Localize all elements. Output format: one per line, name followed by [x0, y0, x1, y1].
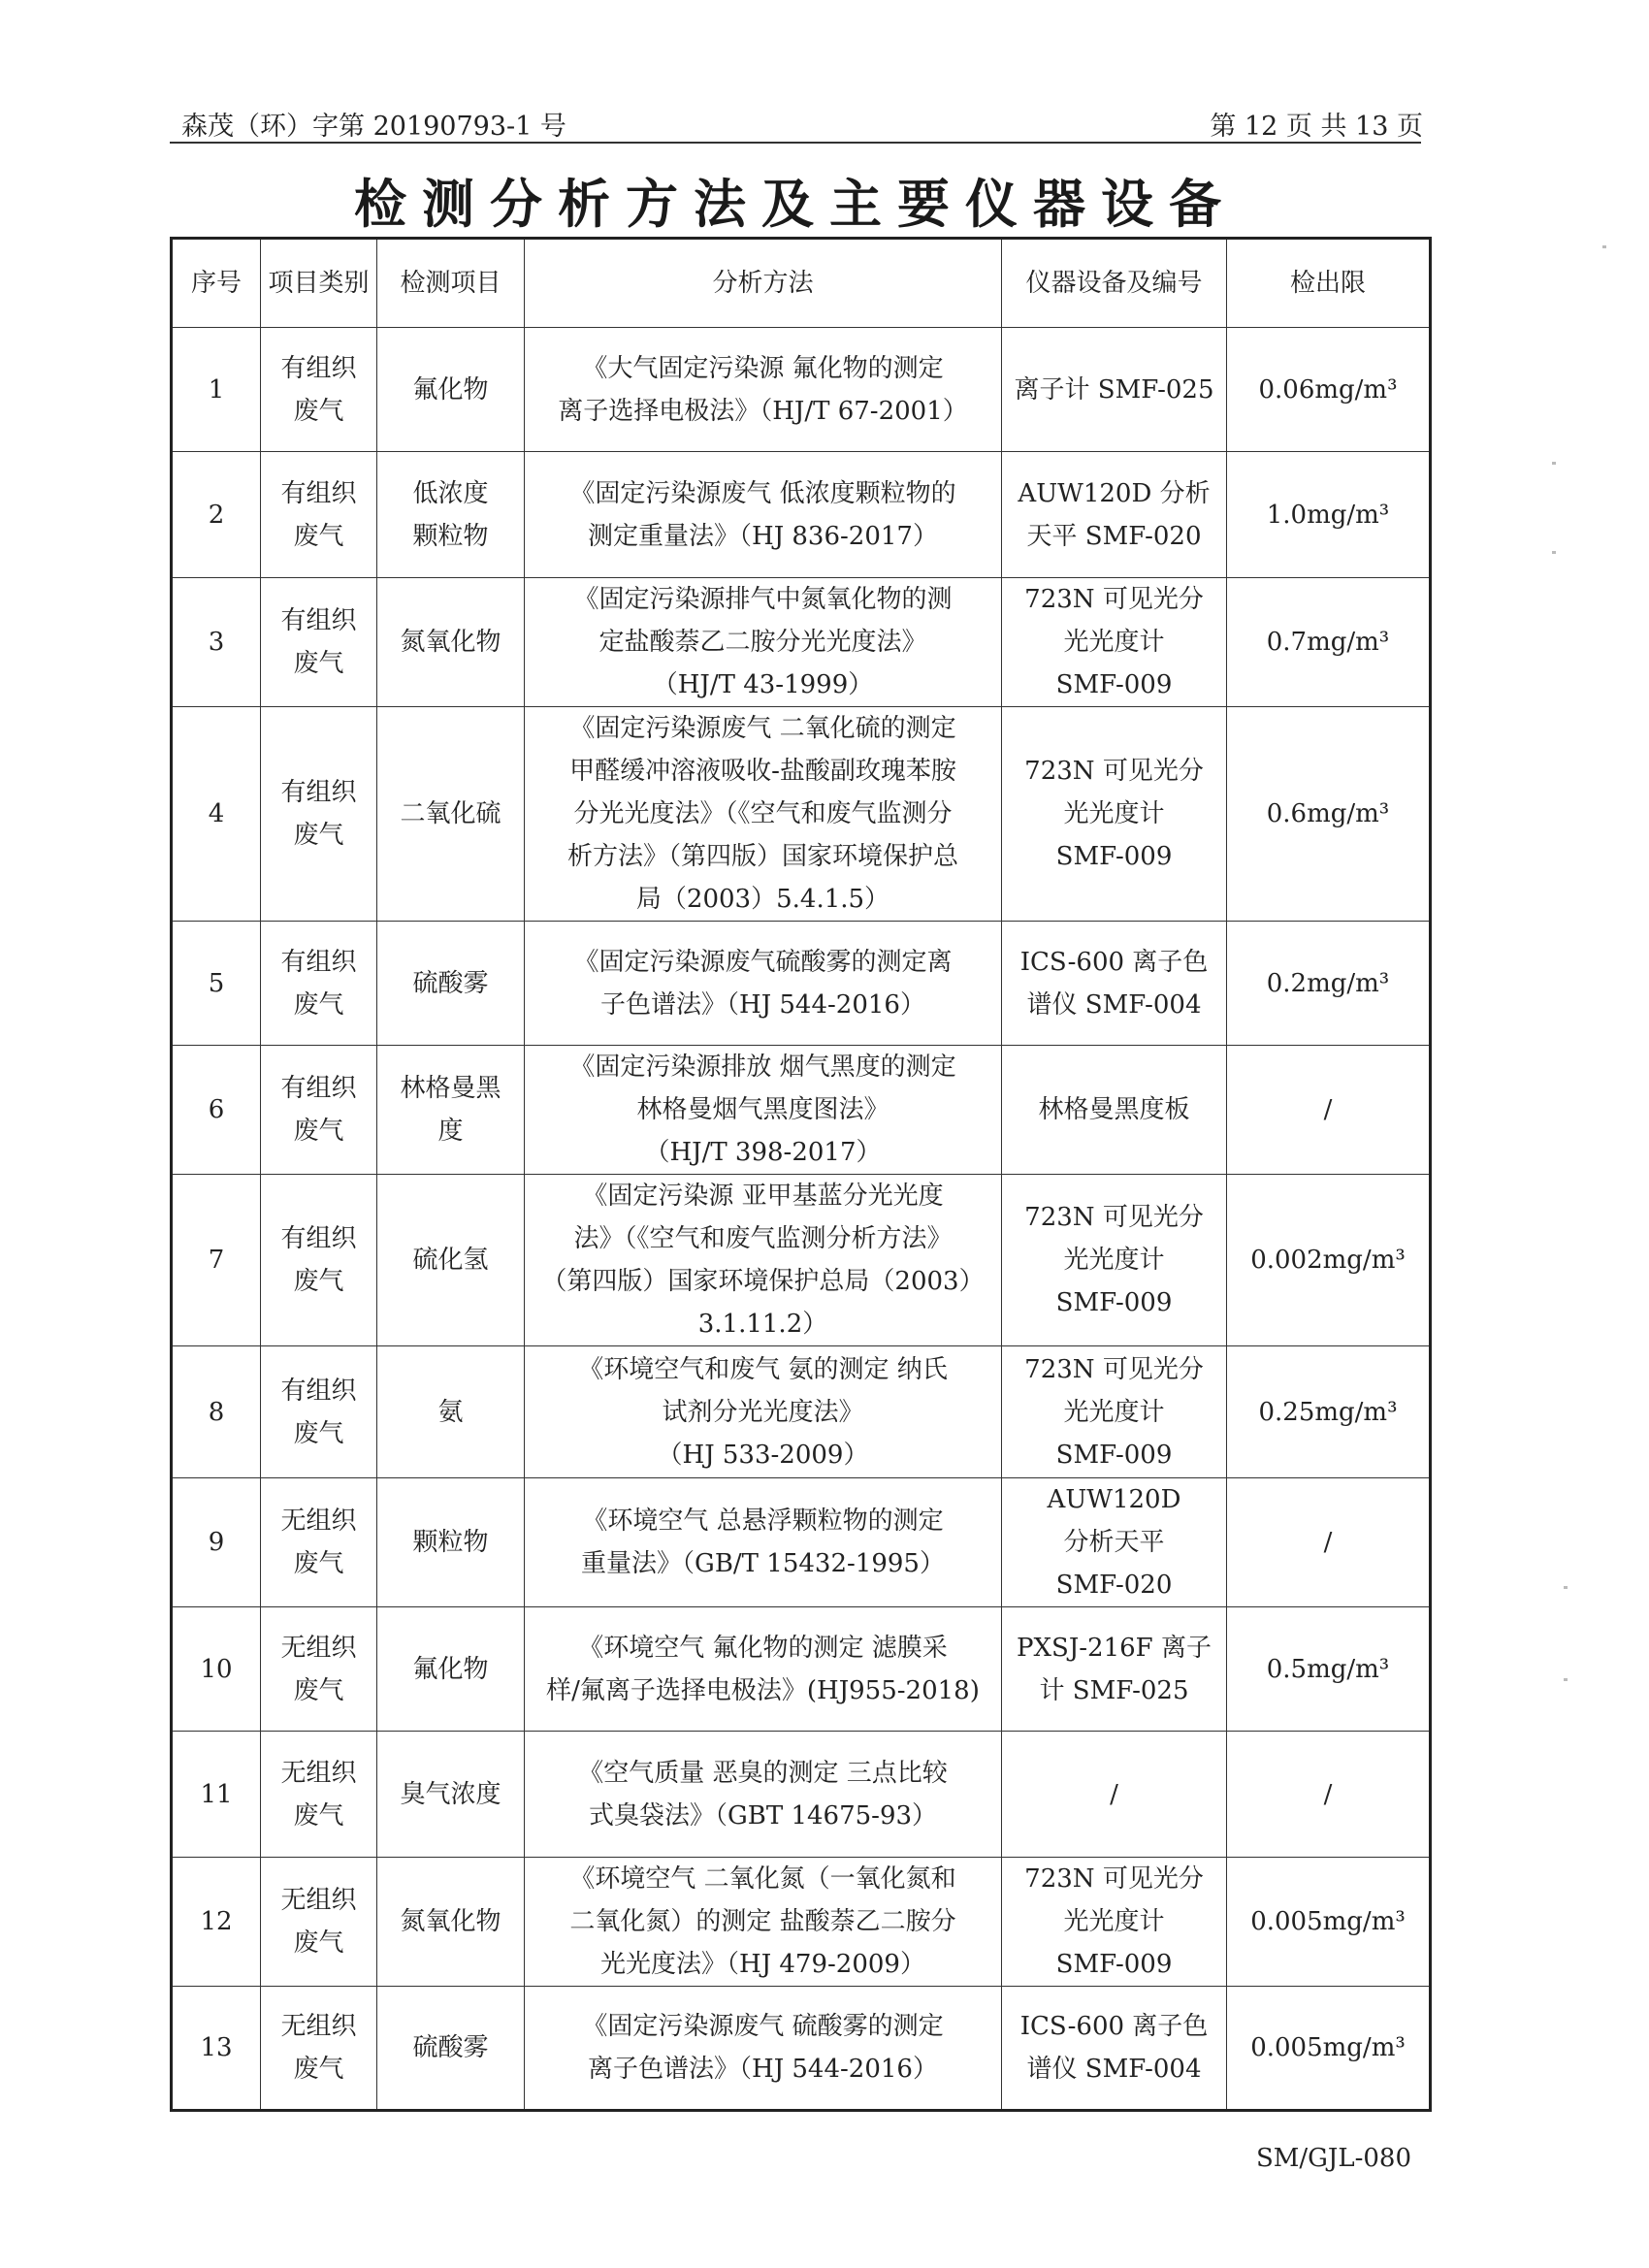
cell-category-line: 有组织 [280, 1074, 357, 1103]
table-row [172, 328, 1431, 452]
cell-instrument [1002, 1607, 1227, 1732]
cell-method-line: 分光光度法》（《空气和废气监测分 [573, 799, 953, 828]
cell-category-line: 有组织 [280, 1376, 357, 1406]
cell-method-line: 《环境空气 总悬浮颗粒物的测定 [582, 1507, 944, 1536]
cell-category-line: 有组织 [280, 353, 357, 383]
cell-category [261, 1607, 377, 1732]
cell-category [261, 1732, 377, 1858]
cell-method-line: 二氧化氮）的测定 盐酸萘乙二胺分 [569, 1907, 956, 1936]
cell-method-line: （第四版）国家环境保护总局（2003） [541, 1267, 985, 1296]
cell-category-line: 废气 [293, 1800, 344, 1831]
cell-limit: / [1227, 1732, 1431, 1858]
cell-method-line: 试剂分光光度法》 [662, 1397, 864, 1427]
cell-no: 5 [172, 922, 261, 1046]
cell-method-line: 局（2003）5.4.1.5） [635, 885, 890, 914]
scan-speck [1552, 462, 1556, 465]
cell-instrument-line: 林格曼黑度板 [1038, 1095, 1190, 1124]
table-row [172, 922, 1431, 1046]
cell-category [261, 1987, 377, 2111]
cell-method-line: 析方法》（第四版）国家环境保护总 [566, 842, 958, 871]
table-row [172, 1346, 1431, 1478]
cell-no: 12 [172, 1858, 261, 1987]
cell-instrument-line: AUW120D [1047, 1485, 1181, 1514]
cell-method-line: 林格曼烟气黑度图法》 [636, 1095, 889, 1124]
cell-instrument-line: 离子计 SMF-025 [1014, 374, 1214, 405]
cell-item-line: 氮氧化物 [400, 1907, 501, 1936]
cell-method [525, 578, 1002, 707]
cell-instrument [1002, 1987, 1227, 2111]
cell-instrument-line: 723N 可见光分 [1024, 1203, 1204, 1232]
cell-instrument [1002, 1732, 1227, 1858]
cell-no: 7 [172, 1175, 261, 1346]
cell-limit: 0.6mg/m³ [1227, 707, 1431, 922]
cell-category-line: 有组织 [280, 778, 357, 807]
table-row [172, 1175, 1431, 1346]
table-row [172, 452, 1431, 578]
cell-method-line: 测定重量法》（HJ 836-2017） [588, 521, 938, 551]
cell-item [377, 1175, 525, 1346]
cell-item [377, 328, 525, 452]
cell-method-line: 《固定污染源排气中氮氧化物的测 [573, 585, 953, 614]
cell-category-line: 废气 [293, 1675, 344, 1705]
cell-item [377, 1987, 525, 2111]
cell-instrument [1002, 707, 1227, 922]
form-code: SM/GJL-080 [1255, 2144, 1411, 2173]
cell-category-line: 废气 [293, 649, 344, 678]
table-row [172, 1732, 1431, 1858]
cell-limit: 1.0mg/m³ [1227, 452, 1431, 578]
cell-item [377, 1607, 525, 1732]
cell-method-line: 《大气固定污染源 氟化物的测定 [582, 353, 944, 383]
cell-no: 3 [172, 578, 261, 707]
cell-instrument [1002, 578, 1227, 707]
cell-item-line: 氨 [437, 1397, 464, 1427]
header-rule [170, 142, 1421, 144]
cell-item-line: 低浓度 [412, 478, 489, 508]
cell-category-line: 废气 [293, 1418, 344, 1448]
cell-instrument-line: 分析天平 [1063, 1528, 1165, 1557]
cell-item [377, 1858, 525, 1987]
table-body [172, 328, 1431, 2111]
col-header-instrument: 仪器设备及编号 [1002, 239, 1227, 328]
cell-item-line: 氟化物 [412, 1654, 489, 1684]
cell-instrument-line: SMF-009 [1055, 1288, 1173, 1317]
cell-item [377, 452, 525, 578]
cell-instrument-line: 723N 可见光分 [1024, 1354, 1204, 1384]
col-header-category: 项目类别 [261, 239, 377, 328]
table-header-row [172, 239, 1431, 328]
cell-category-line: 废气 [293, 396, 344, 426]
cell-no: 1 [172, 328, 261, 452]
cell-limit: / [1227, 1478, 1431, 1607]
cell-item-line: 臭气浓度 [400, 1779, 501, 1809]
cell-limit: 0.002mg/m³ [1227, 1175, 1431, 1346]
cell-instrument-line: SMF-009 [1055, 842, 1173, 871]
cell-limit: 0.5mg/m³ [1227, 1607, 1431, 1732]
cell-method [525, 1987, 1002, 2111]
cell-instrument [1002, 922, 1227, 1046]
table-row [172, 578, 1431, 707]
cell-instrument [1002, 328, 1227, 452]
cell-instrument-line: / [1110, 1779, 1118, 1809]
cell-category-line: 无组织 [280, 1633, 357, 1663]
page-title: 检测分析方法及主要仪器设备 [354, 174, 1237, 235]
cell-item-line: 二氧化硫 [400, 799, 501, 828]
cell-item [377, 1346, 525, 1478]
cell-method-line: 《固定污染源废气 二氧化硫的测定 [569, 714, 956, 743]
cell-item-line: 硫化氢 [412, 1246, 489, 1275]
cell-category [261, 1175, 377, 1346]
cell-instrument [1002, 1858, 1227, 1987]
cell-limit: 0.005mg/m³ [1227, 1987, 1431, 2111]
cell-item-line: 硫酸雾 [412, 968, 489, 998]
cell-method-line: 样/氟离子选择电极法》(HJ955-2018) [546, 1675, 980, 1705]
col-header-item: 检测项目 [377, 239, 525, 328]
cell-no: 8 [172, 1346, 261, 1478]
table-row [172, 1478, 1431, 1607]
cell-method [525, 1046, 1002, 1175]
cell-category-line: 废气 [293, 821, 344, 850]
col-header-limit: 检出限 [1227, 239, 1431, 328]
cell-method-line: 离子选择电极法》（HJ/T 67-2001） [558, 396, 968, 426]
col-header-method: 分析方法 [525, 239, 1002, 328]
cell-method-line: （HJ/T 398-2017） [644, 1138, 882, 1167]
cell-instrument-line: ICS-600 离子色 [1019, 2012, 1209, 2041]
cell-category-line: 废气 [293, 1928, 344, 1958]
cell-method-line: 《固定污染源废气硫酸雾的测定离 [573, 947, 953, 977]
cell-instrument-line: 谱仪 SMF-004 [1026, 989, 1202, 1020]
cell-item-line: 氮氧化物 [400, 628, 501, 657]
cell-no: 6 [172, 1046, 261, 1175]
cell-item [377, 1732, 525, 1858]
cell-no: 4 [172, 707, 261, 922]
cell-method [525, 707, 1002, 922]
cell-category [261, 1046, 377, 1175]
cell-method-line: 离子色谱法》（HJ 544-2016） [588, 2055, 938, 2084]
cell-instrument [1002, 1175, 1227, 1346]
cell-method-line: 式臭袋法》（GBT 14675-93） [588, 1800, 938, 1831]
cell-method-line: 《固定污染源废气 硫酸雾的测定 [582, 2012, 944, 2041]
page-info: 第 12 页 共 13 页 [1210, 112, 1423, 142]
cell-item-line: 颗粒物 [412, 1528, 489, 1557]
cell-category-line: 废气 [293, 989, 344, 1020]
cell-category-line: 有组织 [280, 606, 357, 635]
cell-method [525, 1175, 1002, 1346]
cell-instrument [1002, 452, 1227, 578]
cell-category-line: 无组织 [280, 1758, 357, 1788]
cell-method-line: 子色谱法》（HJ 544-2016） [600, 989, 925, 1020]
cell-category-line: 有组织 [280, 1224, 357, 1253]
cell-category [261, 1478, 377, 1607]
cell-category [261, 452, 377, 578]
cell-method-line: 《环境空气 氟化物的测定 滤膜采 [578, 1633, 948, 1663]
cell-method-line: 重量法》（GB/T 15432-1995） [581, 1549, 945, 1578]
cell-category-line: 无组织 [280, 1507, 357, 1536]
cell-limit: 0.005mg/m³ [1227, 1858, 1431, 1987]
cell-method-line: （HJ/T 43-1999） [652, 670, 874, 699]
cell-limit: 0.25mg/m³ [1227, 1346, 1431, 1478]
cell-method [525, 1732, 1002, 1858]
cell-method-line: 《空气质量 恶臭的测定 三点比较 [578, 1758, 948, 1788]
cell-category-line: 有组织 [280, 478, 357, 508]
cell-method-line: 《环境空气和废气 氨的测定 纳氏 [578, 1354, 948, 1384]
cell-instrument-line: 723N 可见光分 [1024, 585, 1204, 614]
cell-method-line: 定盐酸萘乙二胺分光光度法》 [598, 628, 927, 657]
cell-method [525, 1858, 1002, 1987]
cell-instrument-line: SMF-020 [1055, 1571, 1173, 1600]
cell-instrument-line: 光光度计 [1063, 1397, 1165, 1427]
cell-category-line: 废气 [293, 521, 344, 551]
cell-item [377, 707, 525, 922]
cell-instrument-line: 723N 可见光分 [1024, 1864, 1204, 1894]
cell-method [525, 452, 1002, 578]
cell-method-line: 《固定污染源废气 低浓度颗粒物的 [569, 478, 956, 508]
cell-item [377, 1046, 525, 1175]
cell-item-line: 林格曼黑 [400, 1074, 501, 1103]
cell-instrument-line: AUW120D 分析 [1018, 478, 1211, 508]
table-row [172, 1858, 1431, 1987]
cell-limit: / [1227, 1046, 1431, 1175]
cell-method-line: 《环境空气 二氧化氮（一氧化氮和 [569, 1864, 956, 1894]
cell-instrument-line: 光光度计 [1063, 1246, 1165, 1275]
cell-category [261, 922, 377, 1046]
cell-method-line: （HJ 533-2009） [657, 1440, 869, 1470]
cell-instrument-line: PXSJ-216F 离子 [1017, 1633, 1212, 1663]
report-number: 森茂（环）字第 20190793-1 号 [181, 112, 566, 142]
cell-instrument-line: 谱仪 SMF-004 [1026, 2055, 1202, 2084]
cell-category [261, 578, 377, 707]
cell-instrument-line: 光光度计 [1063, 628, 1165, 657]
cell-item-line: 氟化物 [412, 374, 489, 405]
cell-item [377, 578, 525, 707]
scan-speck [1564, 1586, 1568, 1589]
cell-item-line: 颗粒物 [412, 521, 489, 551]
cell-category-line: 废气 [293, 1549, 344, 1578]
cell-instrument-line: 723N 可见光分 [1024, 757, 1204, 786]
cell-instrument-line: SMF-009 [1055, 1950, 1173, 1979]
cell-instrument [1002, 1478, 1227, 1607]
cell-category-line: 废气 [293, 1117, 344, 1146]
cell-no: 11 [172, 1732, 261, 1858]
cell-method [525, 328, 1002, 452]
cell-no: 10 [172, 1607, 261, 1732]
col-header-no: 序号 [172, 239, 261, 328]
cell-no: 13 [172, 1987, 261, 2111]
cell-category [261, 707, 377, 922]
cell-instrument-line: 天平 SMF-020 [1026, 521, 1202, 551]
table-row [172, 1046, 1431, 1175]
cell-method-line: 甲醛缓冲溶液吸收-盐酸副玫瑰苯胺 [569, 757, 956, 786]
cell-item [377, 922, 525, 1046]
cell-method-line: 光光度法》（HJ 479-2009） [600, 1950, 925, 1979]
cell-method [525, 1607, 1002, 1732]
cell-no: 2 [172, 452, 261, 578]
cell-category-line: 无组织 [280, 2012, 357, 2041]
cell-item-line: 度 [437, 1117, 464, 1146]
cell-instrument [1002, 1046, 1227, 1175]
scan-speck [1602, 245, 1606, 248]
table-row [172, 1987, 1431, 2111]
cell-instrument-line: 光光度计 [1063, 1907, 1165, 1936]
cell-method [525, 922, 1002, 1046]
cell-limit: 0.06mg/m³ [1227, 328, 1431, 452]
cell-method-line: 《固定污染源排放 烟气黑度的测定 [569, 1053, 956, 1082]
cell-instrument-line: SMF-009 [1055, 670, 1173, 699]
scan-speck [1564, 1678, 1568, 1681]
cell-method-line: 《固定污染源 亚甲基蓝分光光度 [582, 1182, 944, 1211]
cell-category-line: 有组织 [280, 947, 357, 977]
cell-method-line: 法》（《空气和废气监测分析方法》 [573, 1224, 953, 1253]
cell-instrument-line: ICS-600 离子色 [1019, 947, 1209, 977]
cell-method-line: 3.1.11.2） [697, 1310, 828, 1339]
cell-category-line: 废气 [293, 1267, 344, 1296]
cell-instrument [1002, 1346, 1227, 1478]
cell-category [261, 1858, 377, 1987]
cell-item-line: 硫酸雾 [412, 2033, 489, 2062]
scan-speck [1552, 551, 1556, 554]
cell-limit: 0.7mg/m³ [1227, 578, 1431, 707]
cell-instrument-line: 光光度计 [1063, 799, 1165, 828]
table-row [172, 1607, 1431, 1732]
methods-table [170, 237, 1432, 2112]
cell-no: 9 [172, 1478, 261, 1607]
cell-category-line: 废气 [293, 2055, 344, 2084]
cell-instrument-line: 计 SMF-025 [1039, 1675, 1189, 1705]
cell-limit: 0.2mg/m³ [1227, 922, 1431, 1046]
cell-category [261, 328, 377, 452]
cell-method [525, 1478, 1002, 1607]
table-row [172, 707, 1431, 922]
cell-category-line: 无组织 [280, 1886, 357, 1915]
cell-item [377, 1478, 525, 1607]
cell-method [525, 1346, 1002, 1478]
cell-category [261, 1346, 377, 1478]
cell-instrument-line: SMF-009 [1055, 1440, 1173, 1470]
